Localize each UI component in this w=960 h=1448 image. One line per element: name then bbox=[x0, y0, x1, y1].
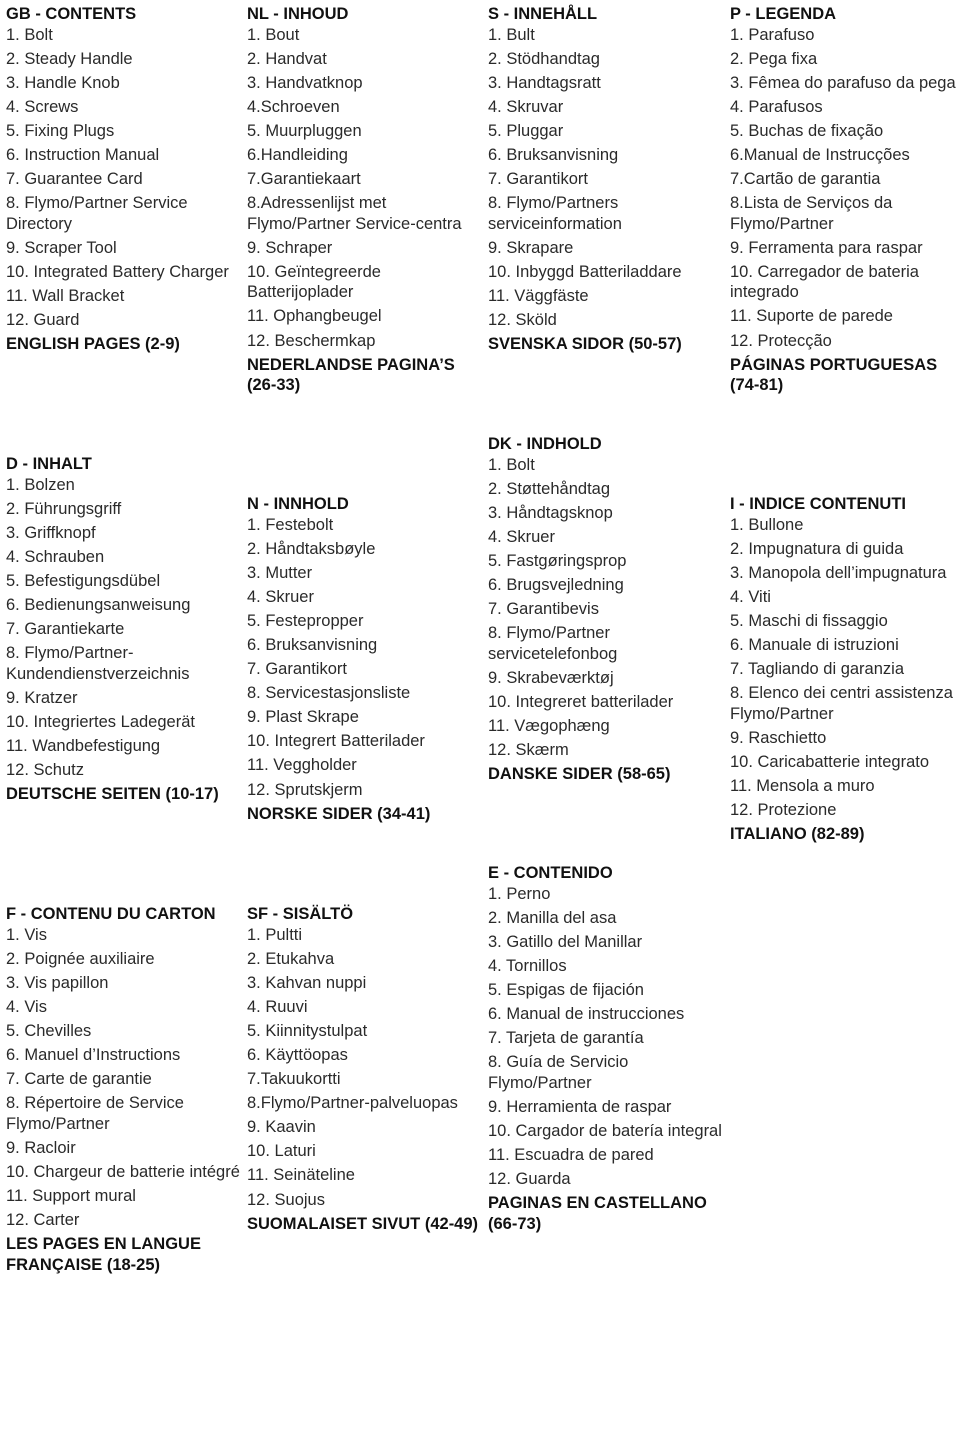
list-item: 6. Käyttöopas bbox=[247, 1045, 348, 1064]
list-item: 12. Sprutskjerm bbox=[247, 780, 363, 799]
section-pages-reference: SUOMALAISET SIVUT (42-49) bbox=[247, 1214, 479, 1233]
list-item: 2. Pega fixa bbox=[730, 49, 818, 68]
list-item: 10. Inbyggd Batteriladdare bbox=[488, 262, 682, 281]
list-item: 7. Tarjeta de garantía bbox=[488, 1029, 644, 1048]
list-item: 9. Racloir bbox=[6, 1138, 76, 1157]
list-item: 2. Etukahva bbox=[247, 949, 335, 968]
list-item: 8. Flymo/Partner Service Directory bbox=[6, 194, 188, 233]
list-item: 7.Garantiekaart bbox=[247, 170, 361, 189]
list-item: 12. Suojus bbox=[247, 1190, 325, 1209]
list-item: 9. Herramienta de raspar bbox=[488, 1097, 672, 1116]
list-item: 5. Fastgøringsprop bbox=[488, 551, 627, 570]
list-item: 3. Handle Knob bbox=[6, 73, 120, 92]
list-item: 1. Parafuso bbox=[730, 25, 815, 44]
list-item: 3. Handvatknop bbox=[247, 73, 363, 92]
list-item: 11. Suporte de parede bbox=[730, 307, 893, 326]
list-item: 9. Skrapare bbox=[488, 238, 574, 257]
section-header: E - CONTENIDO bbox=[488, 864, 613, 882]
section-header: N - INNHOLD bbox=[247, 495, 349, 513]
list-item: 4. Parafusos bbox=[730, 97, 823, 116]
list-item: 9. Kratzer bbox=[6, 688, 78, 707]
list-item: 2. Handvat bbox=[247, 49, 327, 68]
list-item: 1. Perno bbox=[488, 884, 551, 903]
list-item: 8. Répertoire de Service Flymo/Partner bbox=[6, 1094, 184, 1133]
list-item: 7.Cartão de garantia bbox=[730, 170, 881, 189]
list-item: 1. Bult bbox=[488, 25, 535, 44]
list-item: 6. Manuale di istruzioni bbox=[730, 635, 899, 654]
list-item: 1. Bout bbox=[247, 25, 300, 44]
list-item: 12. Schutz bbox=[6, 761, 84, 780]
section-pages-reference: PÁGINAS PORTUGUESAS (74-81) bbox=[730, 355, 938, 395]
list-item: 12. Guarda bbox=[488, 1170, 571, 1189]
list-item: 3. Griffknopf bbox=[6, 523, 96, 542]
section-nl bbox=[247, 4, 483, 396]
list-item: 8. Flymo/Partner servicetelefonbog bbox=[488, 624, 618, 663]
section-header: F - CONTENU DU CARTON bbox=[6, 905, 216, 923]
list-item: 6.Manual de Instrucções bbox=[730, 145, 910, 164]
list-item: 1. Bolt bbox=[6, 25, 53, 44]
list-item: 9. Scraper Tool bbox=[6, 238, 117, 257]
list-item: 5. Fixing Plugs bbox=[6, 121, 115, 140]
list-item: 4. Screws bbox=[6, 97, 79, 116]
list-item: 8.Flymo/Partner-palveluopas bbox=[247, 1094, 458, 1113]
list-item: 4. Vis bbox=[6, 997, 47, 1016]
list-item: 10. Integriertes Ladegerät bbox=[6, 712, 195, 731]
section-pages-reference: PAGINAS EN CASTELLANO (66-73) bbox=[488, 1194, 707, 1233]
section-e bbox=[488, 863, 724, 1234]
list-item: 12. Protecção bbox=[730, 331, 832, 350]
list-item: 8. Elenco dei centri assistenza Flymo/Partner bbox=[730, 684, 953, 723]
section-dk bbox=[488, 434, 724, 785]
list-item: 5. Pluggar bbox=[488, 121, 564, 140]
list-item: 5. Maschi di fissaggio bbox=[730, 611, 888, 630]
section-header: GB - CONTENTS bbox=[6, 5, 137, 23]
section-f bbox=[6, 904, 242, 1275]
list-item: 3. Gatillo del Manillar bbox=[488, 932, 643, 951]
list-item: 6. Bedienungsanweisung bbox=[6, 595, 191, 614]
list-item: 11. Väggfäste bbox=[488, 286, 589, 305]
list-item: 10. Chargeur de batterie intégré bbox=[6, 1162, 240, 1181]
section-header: S - INNEHÅLL bbox=[488, 5, 598, 23]
list-item: 10. Integrated Battery Charger bbox=[6, 262, 229, 281]
list-item: 9. Raschietto bbox=[730, 728, 827, 747]
list-item: 4. Skruer bbox=[247, 587, 314, 606]
list-item: 12. Protezione bbox=[730, 801, 837, 820]
section-gb bbox=[6, 4, 242, 355]
section-header: P - LEGENDA bbox=[730, 5, 837, 23]
section-p bbox=[730, 4, 958, 396]
list-item: 1. Festebolt bbox=[247, 515, 334, 534]
section-d bbox=[6, 454, 242, 805]
section-pages-reference: SVENSKA SIDOR (50-57) bbox=[488, 335, 682, 354]
list-item: 10. Integreret batterilader bbox=[488, 692, 674, 711]
section-sf bbox=[247, 904, 483, 1234]
list-item: 6. Instruction Manual bbox=[6, 145, 160, 164]
list-item: 7. Garantibevis bbox=[488, 600, 599, 619]
list-item: 9. Ferramenta para raspar bbox=[730, 238, 923, 257]
list-item: 11. Mensola a muro bbox=[730, 776, 875, 795]
list-item: 8. Flymo/Partner-Kundendienstverzeichnis bbox=[6, 644, 190, 683]
list-item: 4.Schroeven bbox=[247, 97, 340, 116]
list-item: 12. Carter bbox=[6, 1211, 80, 1230]
list-item: 2. Führungsgriff bbox=[6, 499, 122, 518]
list-item: 10. Geïntegreerde Batterijoplader bbox=[247, 262, 381, 302]
list-item: 5. Buchas de fixação bbox=[730, 121, 884, 140]
list-item: 11. Veggholder bbox=[247, 756, 357, 775]
list-item: 6.Handleiding bbox=[247, 145, 348, 164]
list-item: 9. Schraper bbox=[247, 238, 333, 257]
list-item: 12. Guard bbox=[6, 311, 80, 330]
list-item: 10. Laturi bbox=[247, 1142, 316, 1161]
list-item: 5. Befestigungsdübel bbox=[6, 571, 161, 590]
list-item: 9. Kaavin bbox=[247, 1118, 316, 1137]
list-item: 10. Carregador de bateria integrado bbox=[730, 262, 919, 302]
list-item: 7. Garantikort bbox=[488, 170, 588, 189]
list-item: 7.Takuukortti bbox=[247, 1070, 341, 1089]
list-item: 2. Stödhandtag bbox=[488, 49, 600, 68]
section-pages-reference: NEDERLANDSE PAGINA’S (26-33) bbox=[247, 355, 455, 395]
list-item: 2. Impugnatura di guida bbox=[730, 539, 904, 558]
list-item: 5. Festepropper bbox=[247, 611, 364, 630]
section-header: DK - INDHOLD bbox=[488, 435, 602, 453]
list-item: 3. Mutter bbox=[247, 563, 313, 582]
list-item: 7. Garantikort bbox=[247, 660, 347, 679]
list-item: 8. Servicestasjonsliste bbox=[247, 684, 411, 703]
list-item: 6. Brugsvejledning bbox=[488, 575, 624, 594]
list-item: 11. Wandbefestigung bbox=[6, 736, 161, 755]
list-item: 4. Tornillos bbox=[488, 956, 567, 975]
section-header: SF - SISÄLTÖ bbox=[247, 905, 354, 923]
list-item: 5. Kiinnitystulpat bbox=[247, 1021, 368, 1040]
list-item: 3. Handtagsratt bbox=[488, 73, 601, 92]
section-header: I - INDICE CONTENUTI bbox=[730, 495, 906, 513]
list-item: 12. Sköld bbox=[488, 311, 557, 330]
list-item: 11. Wall Bracket bbox=[6, 286, 125, 305]
list-item: 3. Manopola dell’impugnatura bbox=[730, 563, 947, 582]
list-item: 8.Lista de Serviços da Flymo/Partner bbox=[730, 194, 893, 233]
list-item: 7. Carte de garantie bbox=[6, 1070, 152, 1089]
list-item: 12. Skærm bbox=[488, 741, 569, 760]
list-item: 4. Skruvar bbox=[488, 97, 564, 116]
section-header: D - INHALT bbox=[6, 455, 92, 473]
list-item: 6. Bruksanvisning bbox=[247, 635, 378, 654]
section-pages-reference: DANSKE SIDER (58-65) bbox=[488, 765, 671, 784]
list-item: 3. Håndtagsknop bbox=[488, 503, 613, 522]
list-item: 7. Garantiekarte bbox=[6, 620, 125, 639]
list-item: 3. Kahvan nuppi bbox=[247, 973, 367, 992]
list-item: 5. Espigas de fijación bbox=[488, 980, 644, 999]
list-item: 1. Bolt bbox=[488, 455, 535, 474]
list-item: 4. Ruuvi bbox=[247, 997, 308, 1016]
list-item: 11. Seinäteline bbox=[247, 1166, 355, 1185]
list-item: 4. Skruer bbox=[488, 527, 555, 546]
section-pages-reference: LES PAGES EN LANGUE FRANÇAISE (18-25) bbox=[6, 1235, 201, 1274]
list-item: 11. Escuadra de pared bbox=[488, 1145, 654, 1164]
list-item: 6. Manuel d’Instructions bbox=[6, 1045, 181, 1064]
section-pages-reference: ITALIANO (82-89) bbox=[730, 825, 865, 844]
list-item: 1. Pultti bbox=[247, 925, 303, 944]
list-item: 3. Fêmea do parafuso da pega bbox=[730, 73, 956, 92]
list-item: 1. Bolzen bbox=[6, 475, 75, 494]
list-item: 2. Poignée auxiliaire bbox=[6, 949, 155, 968]
list-item: 3. Vis papillon bbox=[6, 973, 109, 992]
list-item: 2. Steady Handle bbox=[6, 49, 133, 68]
list-item: 10. Caricabatterie integrato bbox=[730, 752, 930, 771]
list-item: 8. Flymo/Partners serviceinformation bbox=[488, 194, 622, 233]
list-item: 2. Håndtaksbøyle bbox=[247, 539, 376, 558]
list-item: 1. Bullone bbox=[730, 515, 804, 534]
section-pages-reference: ENGLISH PAGES (2-9) bbox=[6, 335, 180, 354]
list-item: 11. Ophangbeugel bbox=[247, 307, 382, 326]
section-pages-reference: NORSKE SIDER (34-41) bbox=[247, 804, 431, 823]
list-item: 6. Manual de instrucciones bbox=[488, 1004, 685, 1023]
list-item: 9. Plast Skrape bbox=[247, 708, 359, 727]
list-item: 5. Muurpluggen bbox=[247, 121, 362, 140]
list-item: 12. Beschermkap bbox=[247, 331, 376, 350]
list-item: 7. Tagliando di garanzia bbox=[730, 660, 904, 679]
list-item: 8.Adressenlijst met Flymo/Partner Service-centra bbox=[247, 194, 462, 233]
section-header: NL - INHOUD bbox=[247, 5, 349, 23]
list-item: 7. Guarantee Card bbox=[6, 170, 143, 189]
list-item: 4. Viti bbox=[730, 587, 771, 606]
list-item: 11. Support mural bbox=[6, 1186, 136, 1205]
section-s bbox=[488, 4, 724, 355]
list-item: 6. Bruksanvisning bbox=[488, 145, 619, 164]
list-item: 10. Cargador de batería integral bbox=[488, 1121, 722, 1140]
section-i bbox=[730, 494, 958, 845]
list-item: 2. Støttehåndtag bbox=[488, 479, 611, 498]
list-item: 8. Guía de Servicio Flymo/Partner bbox=[488, 1053, 629, 1092]
list-item: 9. Skrabeværktøj bbox=[488, 668, 614, 687]
list-item: 4. Schrauben bbox=[6, 547, 105, 566]
list-item: 11. Vægophæng bbox=[488, 716, 610, 735]
list-item: 2. Manilla del asa bbox=[488, 908, 617, 927]
list-item: 1. Vis bbox=[6, 925, 47, 944]
list-item: 10. Integrert Batterilader bbox=[247, 732, 425, 751]
section-n bbox=[247, 494, 483, 824]
list-item: 5. Chevilles bbox=[6, 1021, 92, 1040]
section-pages-reference: DEUTSCHE SEITEN (10-17) bbox=[6, 785, 219, 804]
